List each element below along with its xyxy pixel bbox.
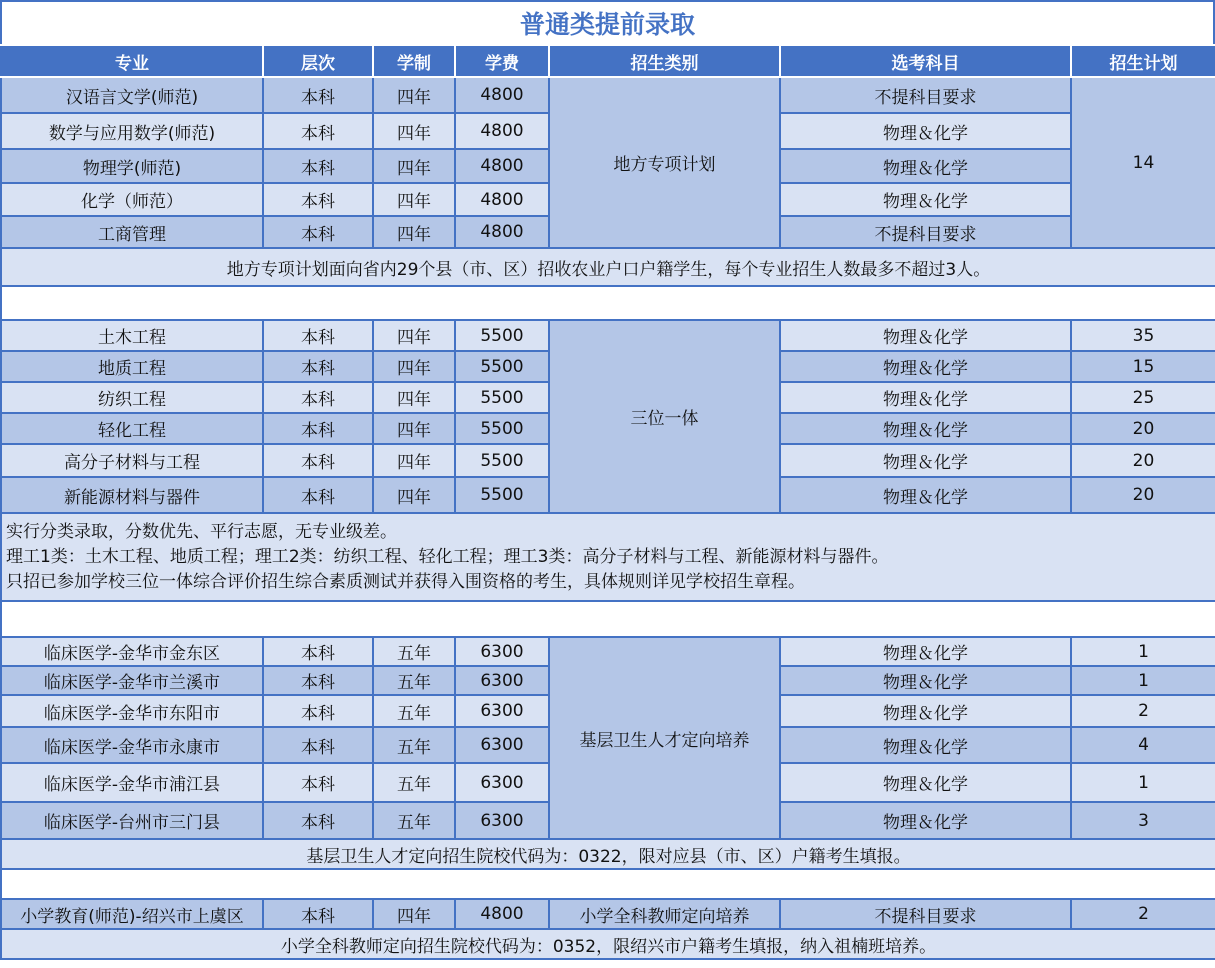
- section4-note: 小学全科教师定向招生院校代码为：0352，限绍兴市户籍考生填报，纳入祖楠班培养。: [1, 929, 1215, 959]
- major-cell: 小学教育(师范)-绍兴市上虞区: [1, 899, 263, 929]
- section1-note: 地方专项计划面向省内29个县（市、区）招收农业户口户籍学生，每个专业招生人数最多不超过3人。: [1, 248, 1215, 286]
- level-cell: 本科: [263, 382, 373, 413]
- note-row: [1, 248, 1215, 286]
- fee-cell: 5500: [455, 382, 549, 413]
- major-cell: 临床医学-金华市兰溪市: [1, 666, 263, 695]
- level-cell: 本科: [263, 113, 373, 149]
- plan-cell: 1: [1071, 763, 1215, 802]
- section2-note-line: 实行分类录取，分数优先、平行志愿，无专业级差。: [6, 521, 397, 542]
- level-cell: 本科: [263, 727, 373, 763]
- fee-cell: 4800: [455, 149, 549, 183]
- header-subjects: 选考科目: [780, 45, 1071, 77]
- level-cell: 本科: [263, 183, 373, 216]
- header-category: 招生类别: [549, 45, 780, 77]
- section2-notes: [1, 513, 1215, 601]
- plan-cell: 14: [1071, 77, 1215, 248]
- plan-cell: 25: [1071, 382, 1215, 413]
- major-cell: 临床医学-金华市浦江县: [1, 763, 263, 802]
- level-cell: 本科: [263, 763, 373, 802]
- fee-cell: 5500: [455, 351, 549, 382]
- major-cell: 临床医学-台州市三门县: [1, 802, 263, 839]
- plan-cell: 20: [1071, 444, 1215, 477]
- header-fee: 学费: [455, 45, 549, 77]
- section2-note-line: 理工1类：土木工程、地质工程；理工2类：纺织工程、轻化工程；理工3类：高分子材料与工程、新能源材料与器件。: [6, 546, 889, 567]
- subjects-cell: 不提科目要求: [780, 216, 1071, 248]
- plan-cell: 15: [1071, 351, 1215, 382]
- plan-cell: 20: [1071, 413, 1215, 444]
- major-cell: 工商管理: [1, 216, 263, 248]
- spacer-row: [1, 286, 1215, 320]
- section3-note: 基层卫生人才定向招生院校代码为：0322，限对应县（市、区）户籍考生填报。: [1, 839, 1215, 869]
- subjects-cell: 物理＆化学: [780, 382, 1071, 413]
- fee-cell: 5500: [455, 413, 549, 444]
- major-cell: 临床医学-金华市东阳市: [1, 695, 263, 727]
- major-cell: 临床医学-金华市金东区: [1, 637, 263, 666]
- subjects-cell: 不提科目要求: [780, 77, 1071, 113]
- years-cell: 四年: [373, 477, 455, 513]
- major-cell: 临床医学-金华市永康市: [1, 727, 263, 763]
- years-cell: 四年: [373, 320, 455, 351]
- sheet-title: 普通类提前录取: [0, 0, 1215, 44]
- major-cell: 物理学(师范): [1, 149, 263, 183]
- fee-cell: 4800: [455, 899, 549, 929]
- years-cell: 四年: [373, 413, 455, 444]
- subjects-cell: 不提科目要求: [780, 899, 1071, 929]
- subjects-cell: 物理＆化学: [780, 320, 1071, 351]
- major-cell: 汉语言文学(师范): [1, 77, 263, 113]
- subjects-cell: 物理＆化学: [780, 183, 1071, 216]
- subjects-cell: 物理＆化学: [780, 727, 1071, 763]
- years-cell: 五年: [373, 802, 455, 839]
- subjects-cell: 物理＆化学: [780, 444, 1071, 477]
- level-cell: 本科: [263, 320, 373, 351]
- subjects-cell: 物理＆化学: [780, 695, 1071, 727]
- major-cell: 新能源材料与器件: [1, 477, 263, 513]
- level-cell: 本科: [263, 149, 373, 183]
- fee-cell: 5500: [455, 477, 549, 513]
- header-row: [1, 45, 1215, 77]
- years-cell: 五年: [373, 763, 455, 802]
- header-level: 层次: [263, 45, 373, 77]
- plan-cell: 2: [1071, 899, 1215, 929]
- note-row: [1, 839, 1215, 869]
- subjects-cell: 物理＆化学: [780, 149, 1071, 183]
- fee-cell: 4800: [455, 216, 549, 248]
- spacer-row: [1, 601, 1215, 637]
- table-row: [1, 637, 1215, 666]
- major-cell: 数学与应用数学(师范): [1, 113, 263, 149]
- subjects-cell: 物理＆化学: [780, 763, 1071, 802]
- category-cell: 基层卫生人才定向培养: [549, 637, 780, 839]
- years-cell: 四年: [373, 183, 455, 216]
- spacer-cell: [1, 286, 1215, 320]
- years-cell: 四年: [373, 149, 455, 183]
- fee-cell: 6300: [455, 763, 549, 802]
- plan-cell: 35: [1071, 320, 1215, 351]
- major-cell: 土木工程: [1, 320, 263, 351]
- header-years: 学制: [373, 45, 455, 77]
- level-cell: 本科: [263, 77, 373, 113]
- fee-cell: 5500: [455, 320, 549, 351]
- plan-cell: 3: [1071, 802, 1215, 839]
- major-cell: 高分子材料与工程: [1, 444, 263, 477]
- spacer-cell: [1, 601, 1215, 637]
- years-cell: 四年: [373, 77, 455, 113]
- table-row: [1, 320, 1215, 351]
- spacer-row: [1, 869, 1215, 899]
- note-row: [1, 929, 1215, 959]
- major-cell: 地质工程: [1, 351, 263, 382]
- header-plan: 招生计划: [1071, 45, 1215, 77]
- subjects-cell: 物理＆化学: [780, 637, 1071, 666]
- subjects-cell: 物理＆化学: [780, 113, 1071, 149]
- level-cell: 本科: [263, 444, 373, 477]
- level-cell: 本科: [263, 477, 373, 513]
- plan-cell: 1: [1071, 666, 1215, 695]
- table-row: [1, 899, 1215, 929]
- major-cell: 纺织工程: [1, 382, 263, 413]
- subjects-cell: 物理＆化学: [780, 477, 1071, 513]
- subjects-cell: 物理＆化学: [780, 351, 1071, 382]
- category-cell: 地方专项计划: [549, 77, 780, 248]
- subjects-cell: 物理＆化学: [780, 802, 1071, 839]
- years-cell: 五年: [373, 727, 455, 763]
- fee-cell: 6300: [455, 666, 549, 695]
- years-cell: 五年: [373, 666, 455, 695]
- subjects-cell: 物理＆化学: [780, 413, 1071, 444]
- major-cell: 轻化工程: [1, 413, 263, 444]
- years-cell: 五年: [373, 637, 455, 666]
- category-cell: 小学全科教师定向培养: [549, 899, 780, 929]
- years-cell: 四年: [373, 113, 455, 149]
- fee-cell: 6300: [455, 637, 549, 666]
- plan-cell: 20: [1071, 477, 1215, 513]
- fee-cell: 6300: [455, 695, 549, 727]
- level-cell: 本科: [263, 413, 373, 444]
- level-cell: 本科: [263, 666, 373, 695]
- plan-cell: 2: [1071, 695, 1215, 727]
- level-cell: 本科: [263, 802, 373, 839]
- table-row: [1, 77, 1215, 113]
- category-cell: 三位一体: [549, 320, 780, 513]
- fee-cell: 6300: [455, 727, 549, 763]
- spacer-cell: [1, 869, 1215, 899]
- plan-cell: 4: [1071, 727, 1215, 763]
- header-major: 专业: [1, 45, 263, 77]
- level-cell: 本科: [263, 216, 373, 248]
- years-cell: 四年: [373, 351, 455, 382]
- years-cell: 四年: [373, 444, 455, 477]
- fee-cell: 4800: [455, 113, 549, 149]
- admission-table: [0, 44, 1215, 960]
- years-cell: 五年: [373, 695, 455, 727]
- years-cell: 四年: [373, 382, 455, 413]
- level-cell: 本科: [263, 695, 373, 727]
- level-cell: 本科: [263, 637, 373, 666]
- fee-cell: 5500: [455, 444, 549, 477]
- years-cell: 四年: [373, 899, 455, 929]
- years-cell: 四年: [373, 216, 455, 248]
- level-cell: 本科: [263, 899, 373, 929]
- section2-note-line: 只招已参加学校三位一体综合评价招生综合素质测试并获得入围资格的考生，具体规则详见学校招生章程。: [6, 571, 805, 592]
- fee-cell: 4800: [455, 77, 549, 113]
- subjects-cell: 物理＆化学: [780, 666, 1071, 695]
- fee-cell: 4800: [455, 183, 549, 216]
- level-cell: 本科: [263, 351, 373, 382]
- note-row: [1, 513, 1215, 601]
- plan-cell: 1: [1071, 637, 1215, 666]
- major-cell: 化学（师范）: [1, 183, 263, 216]
- fee-cell: 6300: [455, 802, 549, 839]
